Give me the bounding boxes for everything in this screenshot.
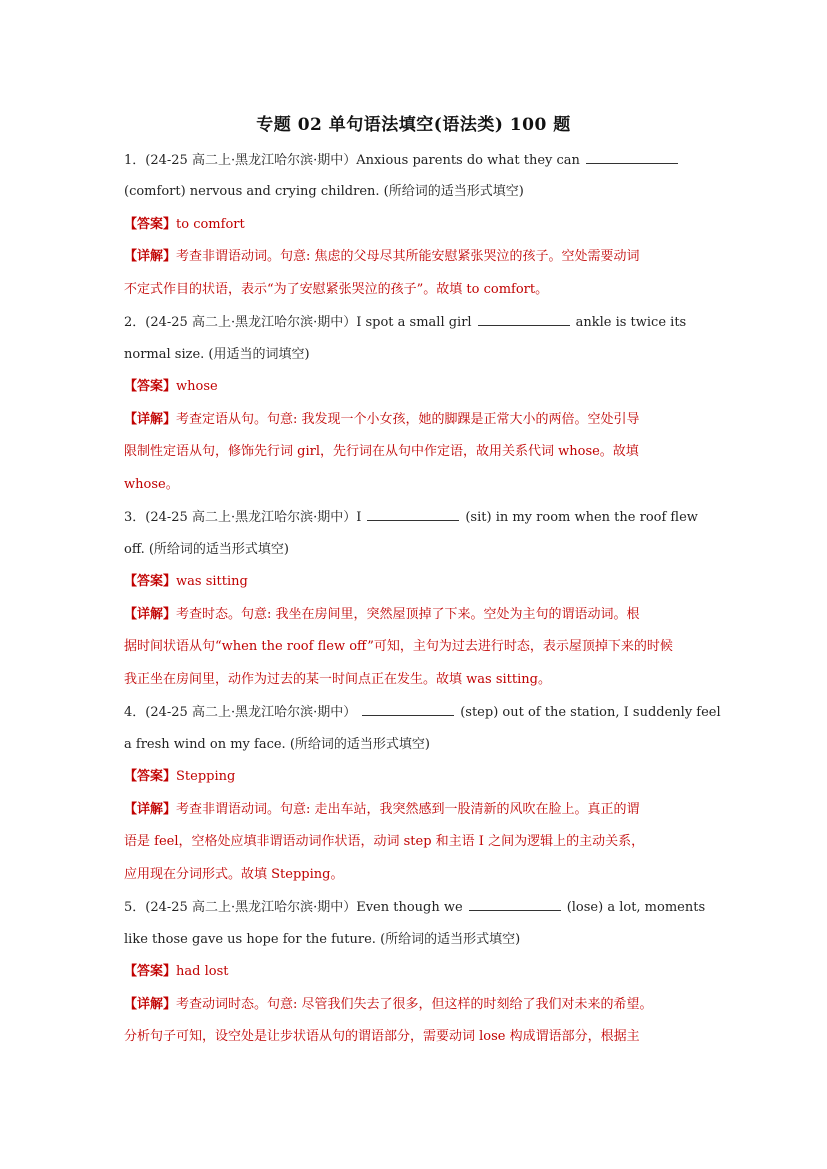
question-3-blank[interactable] <box>367 507 459 521</box>
question-1-prefix: 1．(24-25 高二上·黑龙江哈尔滨·期中）Anxious parents do what they can <box>124 153 580 168</box>
question-4-stem <box>124 702 721 723</box>
detail-text: 考查非谓语动词。句意: 焦虑的父母尽其所能安慰紧张哭泣的孩子。空处需要动词 <box>176 249 640 264</box>
question-4-stem-cont: a fresh wind on my face. (所给词的适当形式填空) <box>124 737 430 752</box>
question-4-answer <box>124 767 709 787</box>
detail-text: 考查时态。句意: 我坐在房间里，突然屋顶掉了下来。空处为主句的谓语动词。根 <box>176 607 640 622</box>
answer-text: to comfort <box>176 217 245 232</box>
question-4-detail-cont: 语是 feel，空格处应填非谓语动词作状语，动词 step 和主语 I 之间为逻辑上的主动关系， <box>124 834 645 849</box>
question-2-detail-cont: 限制性定语从句，修饰先行词 girl，先行词在从句中作定语，故用关系代词 whose。故填 <box>124 444 639 459</box>
question-2-stem-cont: normal size. (用适当的词填空) <box>124 347 310 362</box>
question-5-blank[interactable] <box>469 897 561 911</box>
detail-label: 【详解】 <box>124 802 177 817</box>
question-4-detail-cont: 应用现在分词形式。故填 Stepping。 <box>124 867 344 882</box>
question-2-detail <box>124 410 709 430</box>
answer-label: 【答案】 <box>124 769 177 784</box>
question-3-detail <box>124 605 709 625</box>
question-5-suffix: (lose) a lot, moments <box>566 900 706 915</box>
question-2-answer <box>124 377 709 397</box>
answer-text: Stepping <box>176 769 236 784</box>
question-4-blank[interactable] <box>362 702 454 716</box>
detail-text: 考查非谓语动词。句意: 走出车站，我突然感到一股清新的风吹在脸上。真正的谓 <box>176 802 640 817</box>
question-3-stem <box>124 507 709 528</box>
question-2-suffix: ankle is twice its <box>575 315 687 330</box>
question-2-prefix: 2．(24-25 高二上·黑龙江哈尔滨·期中）I spot a small girl <box>124 315 472 330</box>
detail-label: 【详解】 <box>124 997 177 1012</box>
question-5-prefix: 5．(24-25 高二上·黑龙江哈尔滨·期中）Even though we <box>124 900 463 915</box>
answer-label: 【答案】 <box>124 574 177 589</box>
answer-text: whose <box>176 379 218 394</box>
question-3-prefix: 3．(24-25 高二上·黑龙江哈尔滨·期中）I <box>124 510 362 525</box>
detail-label: 【详解】 <box>124 607 177 622</box>
question-1-stem-cont: (comfort) nervous and crying children. (所给词的适当形式填空) <box>124 184 524 199</box>
answer-text: was sitting <box>176 574 248 589</box>
question-3-suffix: (sit) in my room when the roof flew <box>465 510 698 525</box>
question-1-detail-cont: 不定式作目的状语，表示“为了安慰紧张哭泣的孩子”。故填 to comfort。 <box>124 282 549 297</box>
detail-text: 考查动词时态。句意: 尽管我们失去了很多，但这样的时刻给了我们对未来的希望。 <box>176 997 653 1012</box>
question-4-prefix: 4．(24-25 高二上·黑龙江哈尔滨·期中） <box>124 705 357 720</box>
question-1-stem <box>124 150 709 171</box>
page-title: 专题 02 单句语法填空(语法类) 100 题 <box>256 115 571 135</box>
question-1-detail <box>124 247 709 267</box>
answer-label: 【答案】 <box>124 964 177 979</box>
detail-label: 【详解】 <box>124 249 177 264</box>
question-5-stem-cont: like those gave us hope for the future. (所给词的适当形式填空) <box>124 932 521 947</box>
question-4-suffix: (step) out of the station, I suddenly feel <box>460 705 721 720</box>
question-5-answer <box>124 962 709 982</box>
question-3-stem-cont: off. (所给词的适当形式填空) <box>124 542 290 557</box>
question-1-answer <box>124 215 709 235</box>
detail-label: 【详解】 <box>124 412 177 427</box>
answer-label: 【答案】 <box>124 379 177 394</box>
answer-label: 【答案】 <box>124 217 177 232</box>
question-3-answer <box>124 572 709 592</box>
detail-text: 考查定语从句。句意: 我发现一个小女孩，她的脚踝是正常大小的两倍。空处引导 <box>176 412 640 427</box>
question-2-stem <box>124 312 709 333</box>
question-2-blank[interactable] <box>478 312 570 326</box>
question-5-detail <box>124 995 709 1015</box>
question-1-blank[interactable] <box>586 150 678 164</box>
question-3-detail-cont: 据时间状语从句“when the roof flew off”可知，主句为过去进行时态，表示屋顶掉下来的时候 <box>124 639 673 654</box>
question-5-detail-cont: 分析句子可知，设空处是让步状语从句的谓语部分，需要动词 lose 构成谓语部分，根据主 <box>124 1029 640 1044</box>
question-5-stem <box>124 897 709 918</box>
question-2-detail-cont: whose。 <box>124 477 179 492</box>
question-4-detail <box>124 800 709 820</box>
answer-text: had lost <box>176 964 229 979</box>
question-3-detail-cont: 我正坐在房间里，动作为过去的某一时间点正在发生。故填 was sitting。 <box>124 672 551 687</box>
